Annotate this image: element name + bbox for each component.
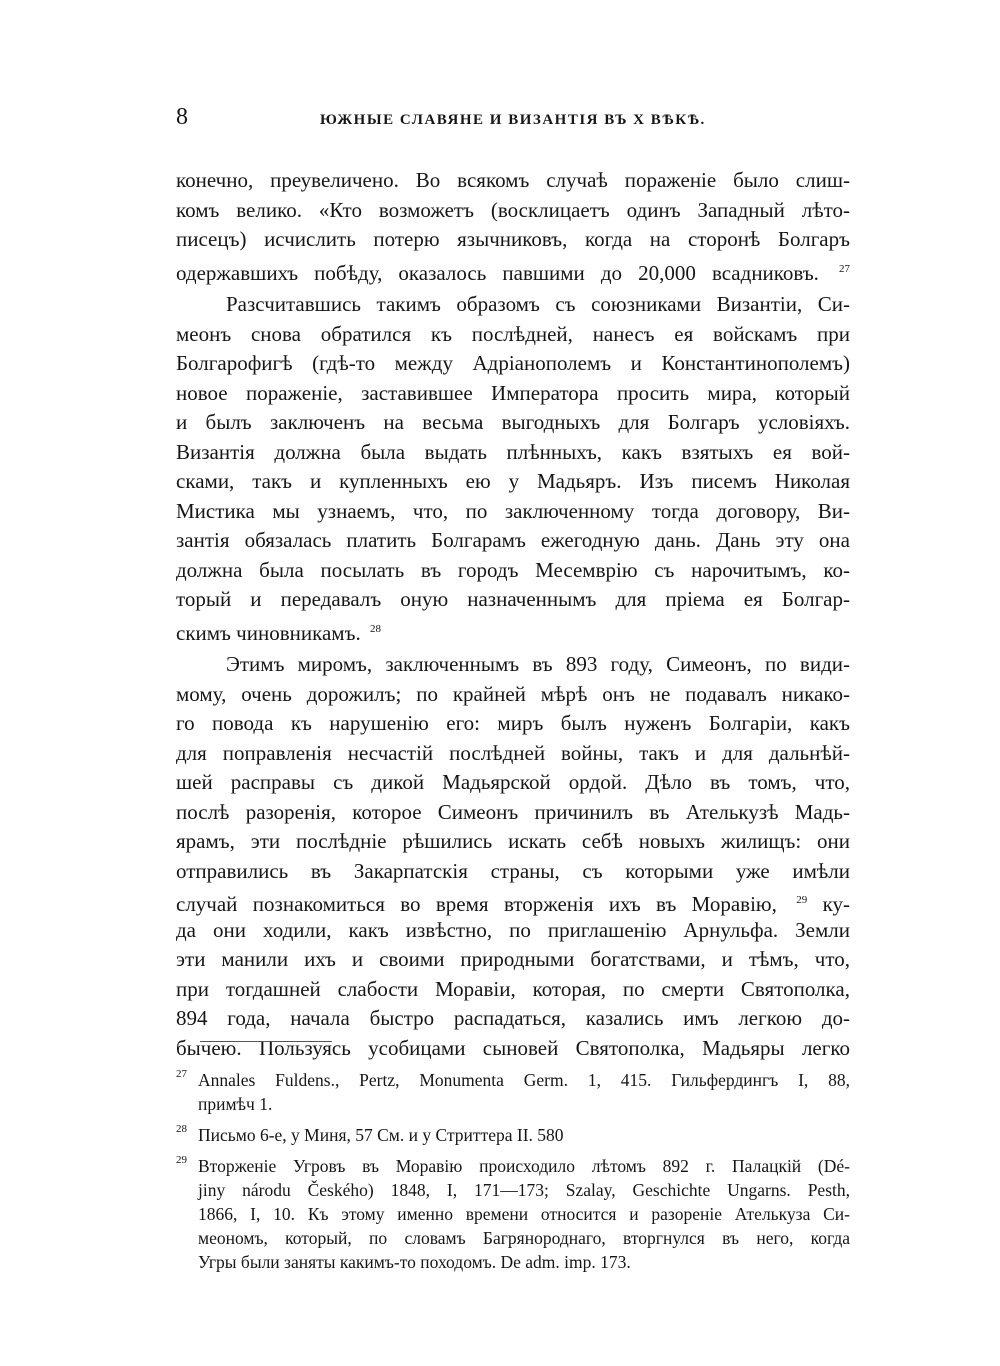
- text-line: [176, 196, 850, 226]
- paragraph: [176, 290, 850, 644]
- text-line: [176, 408, 850, 438]
- text-line: [176, 1034, 850, 1064]
- footnote-separator: [200, 1041, 332, 1042]
- text-line: [176, 438, 850, 468]
- footnote-line: примѣч 1.: [198, 1094, 273, 1114]
- footnote: [176, 1123, 850, 1147]
- footnote-line: Угры были заняты какимъ-то походомъ. De adm. imp. 173.: [198, 1252, 631, 1272]
- running-title: ЮЖНЫЕ СЛАВЯНЕ И ВИЗАНТІЯ ВЪ X ВѢКѢ.: [320, 112, 706, 128]
- text-line: [176, 680, 850, 710]
- text-line: [176, 166, 850, 196]
- line-text: отправились въ Закарпатскія страны, съ которыми уже имѣли: [176, 858, 850, 883]
- line-text: эти манили ихъ и своими природными богатствами, и тѣмъ, что,: [176, 947, 850, 971]
- footnotes: [176, 1068, 850, 1281]
- line-text: для поправленія несчастій послѣдней войны, такъ и для дальнѣй-: [176, 740, 850, 765]
- line-text: при тогдашней слабости Моравіи, которая, по смерти Святополка,: [176, 976, 850, 1001]
- text-line: [176, 886, 850, 916]
- page-number: 8: [176, 104, 188, 130]
- line-text: одержавшихъ побѣду, оказалось павшими до 20,000 всадниковъ.: [176, 260, 819, 285]
- line-text: Разсчитавшись такимъ образомъ съ союзниками Византіи, Си-: [226, 292, 850, 316]
- text-line: [176, 585, 850, 615]
- footnote-line: 27 Annales Fuldens., Pertz, Monumenta Germ. 1, 415. Гильфердингъ I, 88,: [176, 1068, 850, 1092]
- footnote-line: 29 Вторженіе Угровъ въ Моравію происходило лѣтомъ 892 г. Палацкій (Dé-: [176, 1154, 850, 1178]
- text-line: [176, 827, 850, 857]
- text-line: [176, 798, 850, 828]
- line-text: послѣ разоренія, которое Симеонъ причинилъ въ Ателькузѣ Мадь-: [176, 799, 850, 824]
- line-text: Мистика мы узнаемъ, что, по заключенному тогда договору, Ви-: [176, 498, 850, 523]
- line-text: го повода къ нарушенію его: миръ былъ нуженъ Болгаріи, какъ: [176, 711, 850, 735]
- footnote-ref: 27: [839, 262, 851, 275]
- footnote-line: 28 Письмо 6-е, у Миня, 57 См. и у Стриттера II. 580: [176, 1123, 850, 1147]
- footnote-line: jiny národu Českého) 1848, I, 171—173; Szalay, Geschichte Ungarns. Pesth,: [198, 1180, 850, 1200]
- text-line: [176, 320, 850, 350]
- text-line: [176, 290, 850, 320]
- line-text-after: ку-: [822, 892, 850, 916]
- line-text: торый и передавалъ оную назначеннымъ для пріема ея Болгар-: [176, 587, 850, 611]
- footnote: [176, 1154, 850, 1274]
- line-text: мому, очень дорожилъ; по крайней мѣрѣ онъ не подавалъ никако-: [176, 681, 850, 706]
- line-text: и былъ заключенъ на весьма выгодныхъ для Болгаръ условіяхъ.: [176, 410, 850, 434]
- footnote-number: 29: [176, 1154, 187, 1166]
- text-line: [176, 526, 850, 556]
- text-line: [176, 497, 850, 527]
- line-text: случай познакомиться во время вторженія ихъ въ Моравію,: [176, 892, 777, 916]
- main-text: [176, 166, 850, 1063]
- line-text: шей расправы съ дикой Мадьярской ордой. Дѣло въ томъ, что,: [176, 770, 850, 794]
- footnote-ref: 28: [369, 622, 381, 635]
- text-line: [176, 379, 850, 409]
- line-text: новое пораженіе, заставившее Императора просить мира, который: [176, 380, 850, 405]
- footnote-number: 28: [176, 1123, 187, 1135]
- line-text: 894 года, начала быстро распадаться, казались имъ легкою до-: [176, 1006, 850, 1030]
- text-line: [176, 857, 850, 887]
- line-text: Этимъ миромъ, заключеннымъ въ 893 году, Симеонъ, по види-: [226, 652, 850, 676]
- line-text: должна была посылать въ городъ Месемврію съ нарочитымъ, ко-: [176, 557, 850, 582]
- text-line: [176, 945, 850, 975]
- text-line: [176, 255, 850, 285]
- footnote: [176, 1068, 850, 1116]
- text-line: [176, 556, 850, 586]
- text-line: [176, 1004, 850, 1034]
- line-text: зантія обязалась платить Болгарамъ ежегодную дань. Дань эту она: [176, 528, 850, 552]
- paragraph: [176, 166, 850, 284]
- paragraph: [176, 650, 850, 1063]
- footnote-number: 27: [176, 1068, 187, 1080]
- footnote-ref: 29: [796, 894, 808, 906]
- text-line: [176, 916, 850, 946]
- text-line: [176, 768, 850, 798]
- footnote-line: меономъ, который, по словамъ Багрянороднаго, вторгнулся въ него, когда: [198, 1228, 850, 1248]
- line-text: скимъ чиновникамъ.: [176, 620, 361, 645]
- footnote-line: 1866, I, 10. Къ этому именно времени относится и разореніе Ателькуза Си-: [198, 1204, 850, 1224]
- line-text: бычею. Пользуясь усобицами сыновей Святополка, Мадьяры легко: [176, 1035, 850, 1060]
- line-text: да они ходили, какъ извѣстно, по приглашенію Арнульфа. Земли: [176, 917, 850, 942]
- line-text: сками, такъ и купленныхъ ею у Мадьяръ. Изъ писемъ Николая: [176, 469, 850, 493]
- line-text: ярамъ, эти послѣдніе рѣшились искать себѣ новыхъ жилищъ: они: [176, 829, 850, 853]
- text-line: [176, 739, 850, 769]
- line-text: писецъ) исчислить потерю язычниковъ, когда на сторонѣ Болгаръ: [176, 227, 850, 251]
- line-text: Византія должна была выдать плѣнныхъ, какъ взятыхъ ея вой-: [176, 439, 850, 464]
- line-text: комъ велико. «Кто возможетъ (восклицаетъ одинъ Западный лѣто-: [176, 197, 850, 222]
- line-text: Болгарофигѣ (гдѣ-то между Адріанополемъ и Константинополемъ): [176, 351, 850, 375]
- text-line: [176, 349, 850, 379]
- line-text: меонъ снова обратился къ послѣдней, нанесъ ея войскамъ при: [176, 321, 850, 346]
- line-text: конечно, преувеличено. Во всякомъ случаѣ пораженіе было слиш-: [176, 168, 850, 192]
- text-line: [176, 709, 850, 739]
- text-line: [176, 615, 850, 645]
- text-line: [176, 467, 850, 497]
- text-line: [176, 225, 850, 255]
- text-line: [176, 975, 850, 1005]
- text-line: [176, 650, 850, 680]
